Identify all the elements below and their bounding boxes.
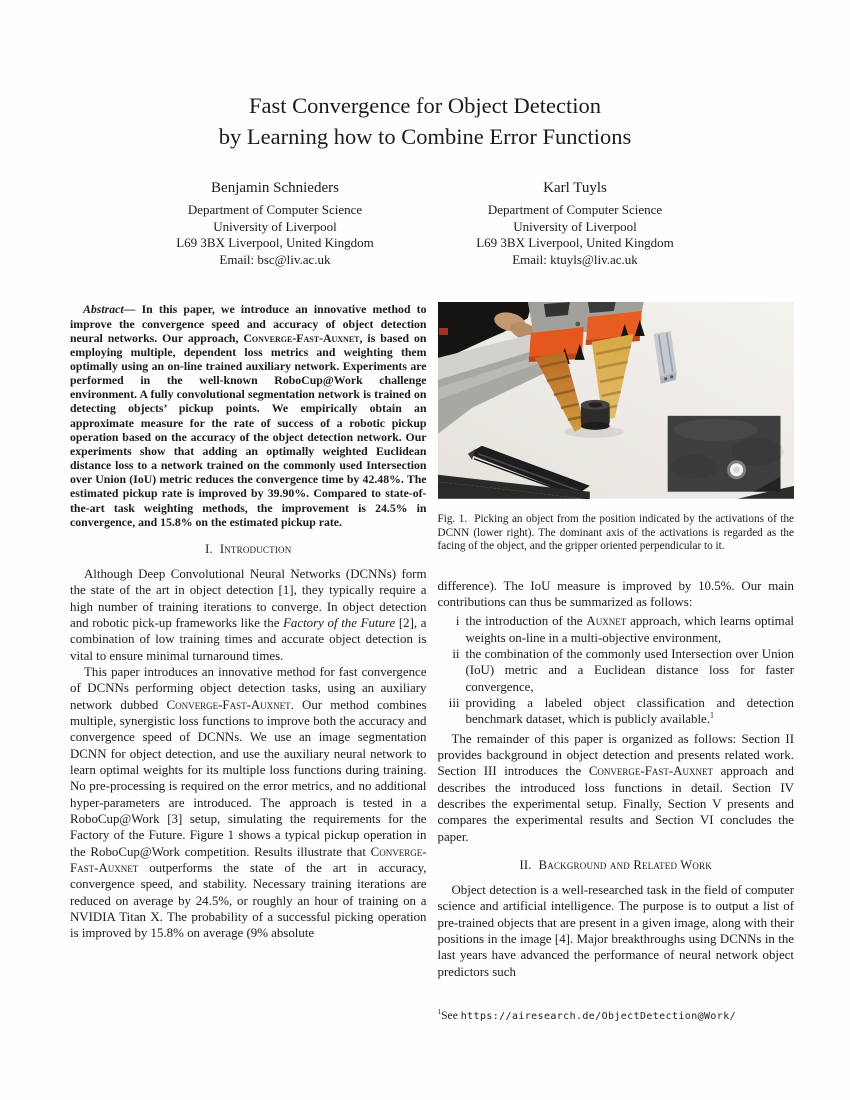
figure-caption: Fig. 1. Picking an object from the position indicated by the activations of the DCNN (lower right). The dominant axis of the activations is regarded as the facing of the object, and the gripper oriented perpendicular to it. (437, 513, 794, 553)
list-item (438, 646, 795, 695)
author-university: University of Liverpool (213, 218, 337, 234)
author-email: Email: ktuyls@liv.ac.uk (512, 251, 638, 267)
left-column (70, 302, 427, 1026)
body-paragraph: The remainder of this paper is organized as follows: Section II provides background in object detection and presents related work. Section III introduces the Converge-Fast-Auxnet approach and describes the introduced loss functions in detail. Section IV describes the experimental setup. Finally, Section V presents and compares the experimental results and Section VI concludes the paper. (437, 731, 794, 844)
paper-title (0, 0, 850, 152)
list-item-text: the combination of the commonly used Intersection over Union (IoU) metric and a Euclidean distance loss for faster convergence, (465, 646, 794, 694)
body-paragraph: Although Deep Convolutional Neural Networks (DCNNs) form the state of the art in object detection [1], they typically require a high number of training iterations to converge. In object detection and robotic pick-up frameworks like the Factory of the Future [2], a combination of low training times and accurate object detection is vital to ensure minimal turnaround times. (70, 566, 427, 663)
body-paragraph: difference). The IoU measure is improved by 10.5%. Our main contributions can thus be summarized as follows: (437, 578, 794, 609)
author-row (0, 179, 850, 268)
list-item (438, 613, 795, 646)
list-item-label: iii (448, 696, 460, 710)
red-marking (439, 328, 448, 335)
body-paragraph: Object detection is a well-researched task in the field of computer science and artificial intelligence. The purpose is to output a list of pre-trained objects that are present in a given image, along with their positions in the image [4]. Major breakthroughs using DCNNs in the last years have advanced the performance of neural network object predictors such (437, 883, 794, 979)
author-address: L69 3BX Liverpool, United Kingdom (176, 235, 374, 251)
list-item (438, 695, 795, 728)
contributions-list (438, 613, 795, 727)
author-block-2 (425, 179, 725, 268)
footnote-prefix: See (441, 1009, 461, 1023)
author-university: University of Liverpool (513, 218, 637, 234)
author-email: Email: bsc@liv.ac.uk (219, 251, 331, 267)
section-heading-introduction (70, 542, 427, 557)
activation-inset (667, 416, 783, 492)
body-paragraph: This paper introduces an innovative method for fast convergence of DCNNs performing object detection tasks, using an auxiliary network dubbed Converge-Fast-Auxnet. Our method combines multiple, synergistic loss functions to improve both the accuracy and convergence speed of DCNNs. We use an image segmentation DCNN for object detection, and use the auxiliary neural network to learn optimal weights for its multiple loss functions during training. No pre-processing is required on the error metrics, and no additional hyper-parameters are introduced. The approach is tested in a RoboCup@Work [3] setup, simulating the requirements for the Factory of the Future. Figure 1 shows a typical pickup operation in the RoboCup@Work competition. Results illustrate that Converge-Fast-Auxnet outperforms the state of the art in accuracy, convergence speed, and stability. Necessary training iterations are reduced on average by 24.5%, or roughly an hour of training on a NVIDIA Titan X. The probability of a successful picking operation is improved by 15.8% on average (9% absolute (70, 664, 427, 941)
list-item-label: i (455, 614, 460, 629)
section-title: Background and Related Work (538, 858, 712, 873)
author-name: Benjamin Schnieders (211, 180, 339, 196)
section-number: II. (519, 858, 532, 873)
section-heading-background (438, 858, 795, 873)
abstract-paragraph: Abstract— In this paper, we introduce an innovative method to improve the convergence speed and accuracy of object detection neural networks. Our approach, Converge-Fast-Auxnet, is based on employing multiple, dependent loss metrics and weighting them optimally using an on-line trained auxiliary network. Experiments are performed in the well-known RoboCup@Work challenge environment. A fully convolutional segmentation network is trained on detecting objects’ pickup points. We empirically obtain an approximate measure for the rate of success of a robotic pickup operation based on the accuracy of the object detection network. Our experiments show that adding an optimally weighted Euclidean distance loss to a network trained on the commonly used Intersection over Union (IoU) metric reduces the convergence time by 42.48%. The estimated pickup rate is improved by 39.90%. Compared to state-of-the-art task weighting methods, the improvement is 24.5% in convergence, and 15.8% on the estimated pickup rate. (70, 302, 427, 529)
list-item-label: ii (452, 646, 460, 661)
title-line-1: Fast Convergence for Object Detection (249, 93, 601, 118)
footnote-marker: 1 (437, 1009, 442, 1017)
right-column (438, 302, 795, 1026)
author-block-1 (125, 179, 425, 268)
target-object-nut (580, 400, 609, 430)
list-item-text: providing a labeled object classification and detection benchmark dataset, which is publicly available.$^1$ (465, 696, 794, 727)
figure-1 (438, 302, 795, 553)
two-column-body (70, 302, 794, 1026)
footnote-url[interactable]: https://airesearch.de/ObjectDetection@Work/ (460, 1011, 737, 1023)
list-item-text: the introduction of the Auxnet approach, which learns optimal weights on-line in a multi-objective environment, (465, 614, 794, 645)
footnote (438, 1009, 795, 1024)
section-number: I. (205, 541, 213, 556)
author-department: Department of Computer Science (487, 202, 663, 217)
author-address: L69 3BX Liverpool, United Kingdom (476, 235, 674, 251)
figure-image (438, 302, 795, 499)
author-name: Karl Tuyls (543, 180, 607, 196)
title-line-2: by Learning how to Combine Error Functions (218, 124, 632, 149)
section-title: Introduction (219, 541, 292, 556)
author-department: Department of Computer Science (187, 202, 363, 217)
